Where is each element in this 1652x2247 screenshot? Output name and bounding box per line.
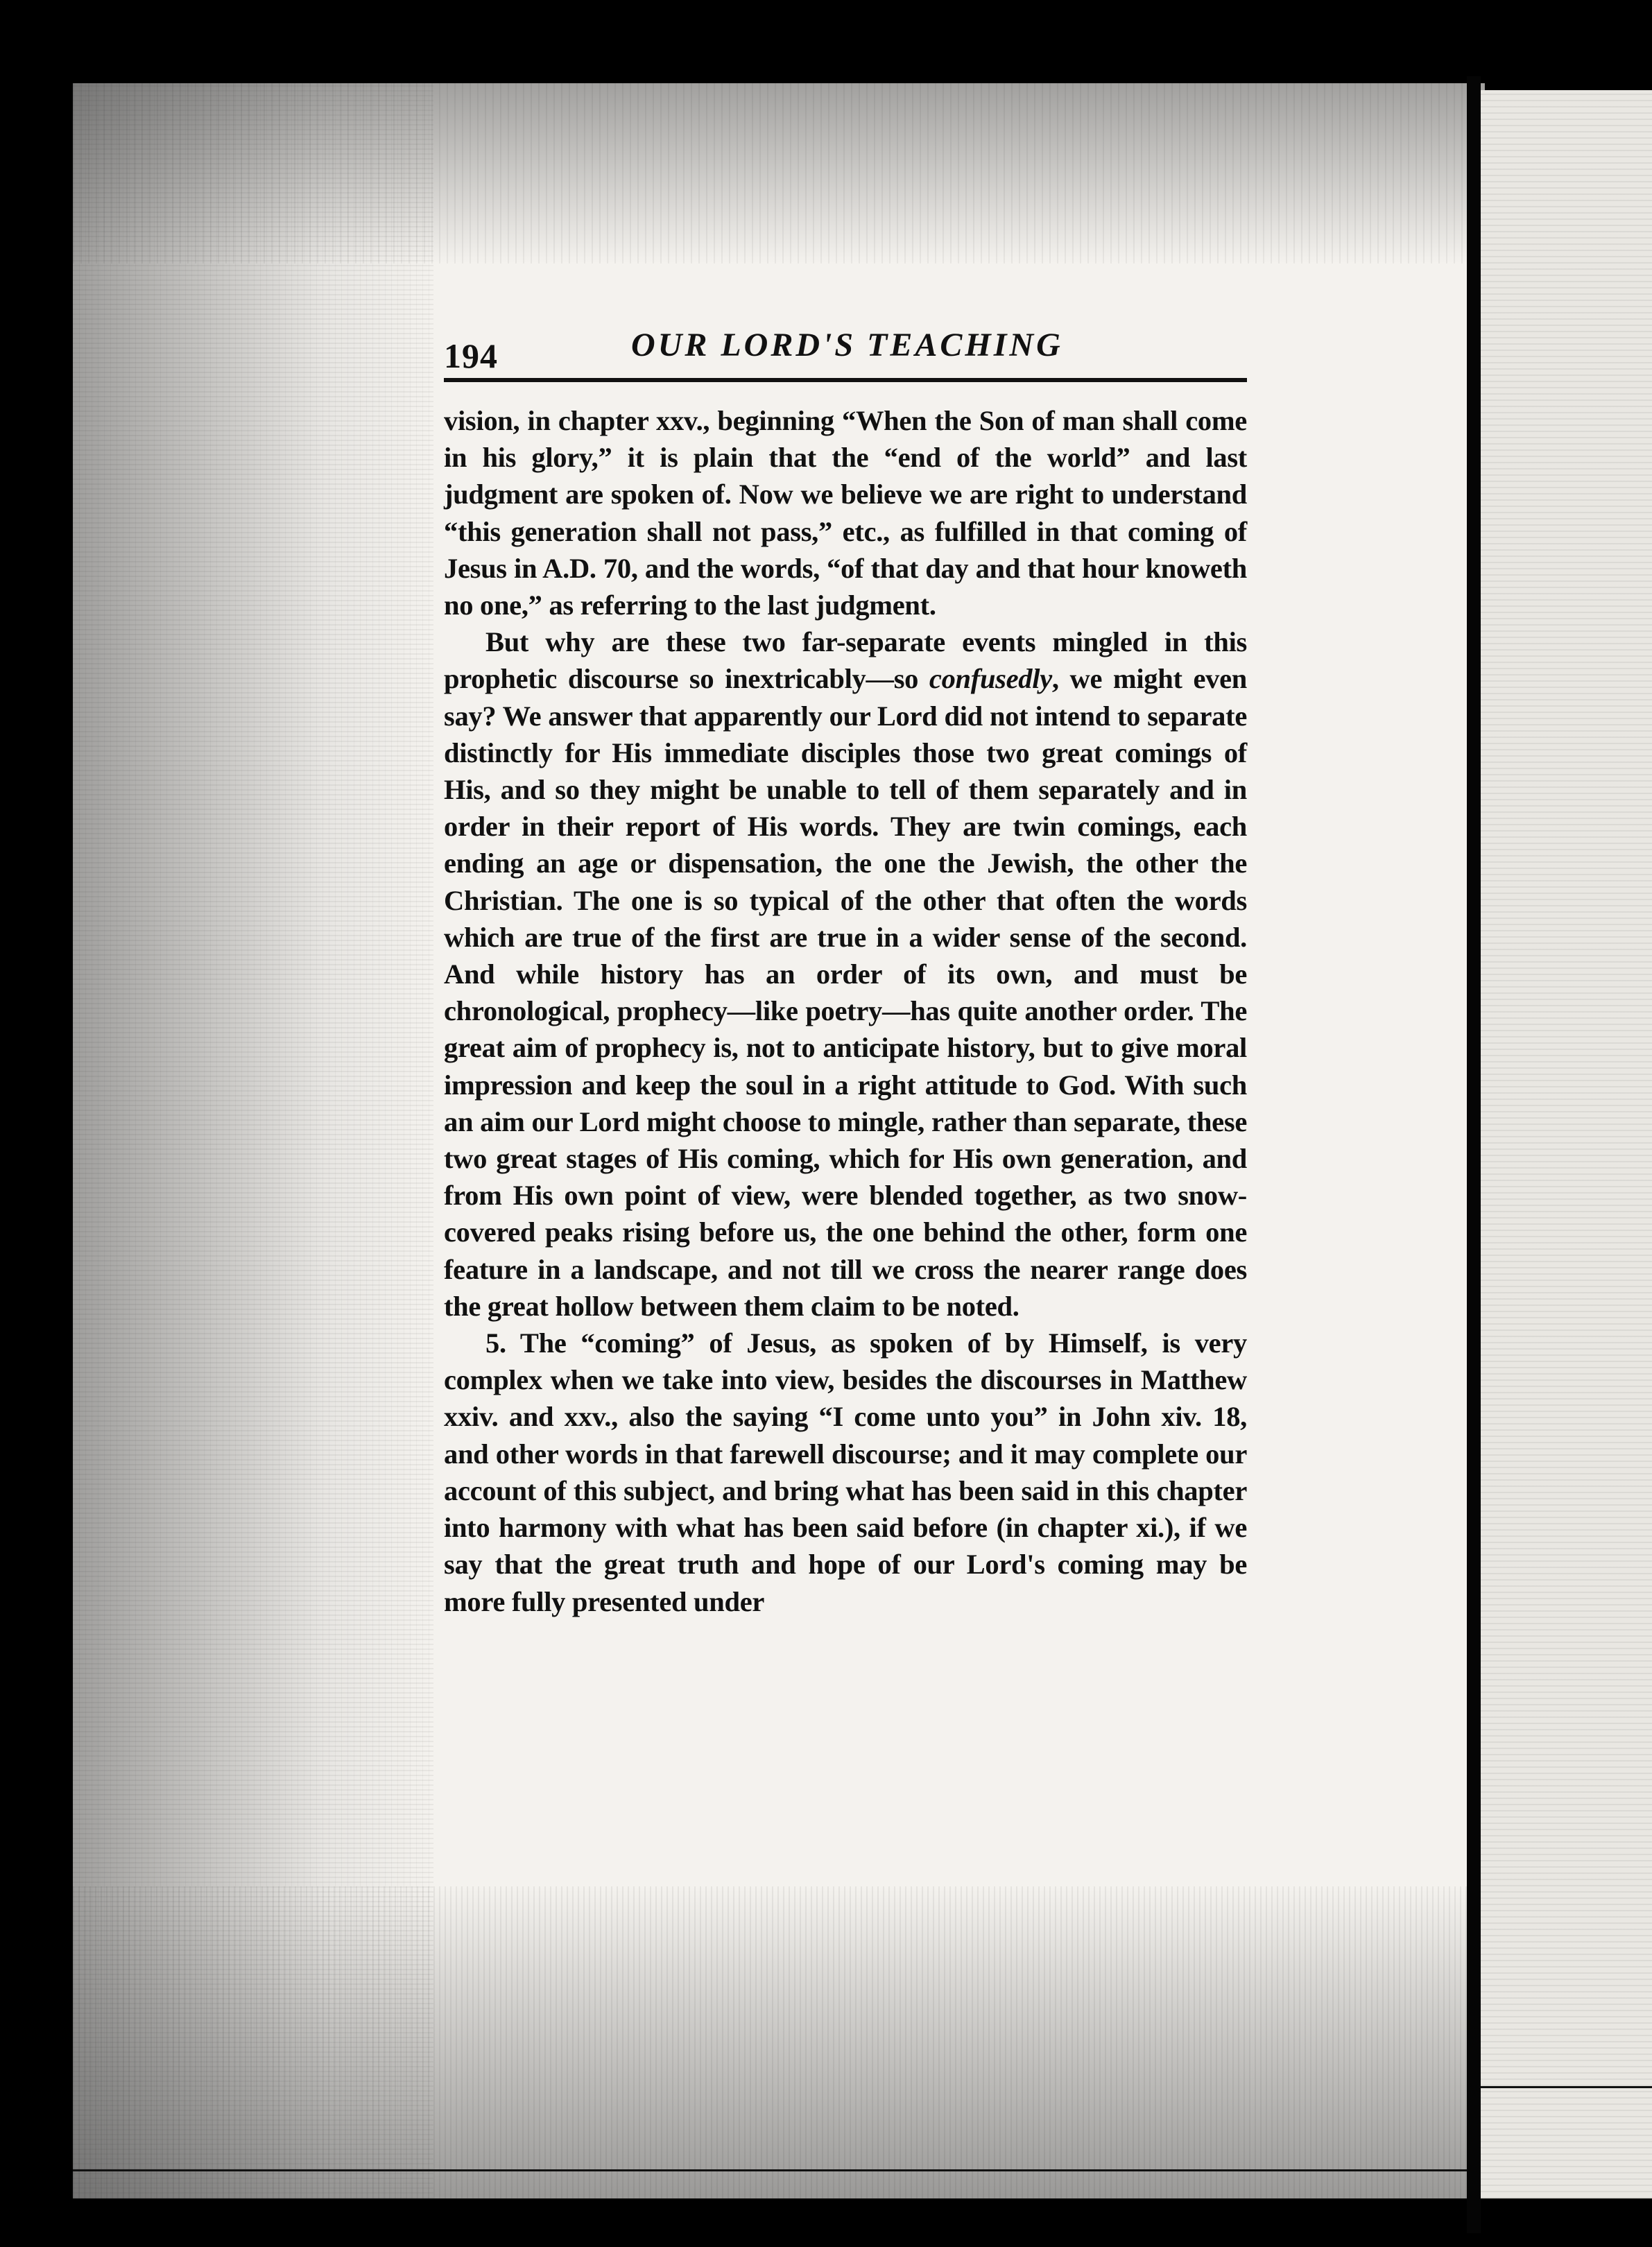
scan-grain-bottom bbox=[73, 1886, 1485, 2198]
paragraph-2-text-b: , we might even say? We answer that apparently our Lord did not intend to separate distinctly for His immediate disciples those two great comings of His, and so they might be unable to tell of them separately and in order in their report of His words. They are twin comings, each ending an age or dispensation, the one the Jewish, the other the Christian. The one is so typical of the other that often the words which are true of the first are true in a wider sense of the second. And while history has an order of its own, and must be chronological, prophecy—like poetry—has quite another order. The great aim of prophecy is, not to anticipate history, but to give moral impression and keep the soul in a right attitude to God. With such an aim our Lord might choose to mingle, rather than separate, these two great stages of His coming, which for His own generation, and from His own point of view, were blended together, as two snow-covered peaks rising before us, the one behind the other, form one feature in a landscape, and not till we cross the nearer range does the great hollow between them claim to be noted. bbox=[444, 663, 1247, 1322]
facing-page-edge bbox=[1481, 90, 1652, 2198]
scan-bottom-rule bbox=[73, 2169, 1485, 2171]
page-gutter bbox=[1467, 76, 1481, 2233]
paragraph-2 bbox=[444, 623, 1247, 1325]
paragraph-2-text-a: But why are these two far-separate events mingled in this prophetic discourse so inextricably—so bbox=[444, 626, 1247, 695]
page-header bbox=[444, 326, 1241, 381]
paragraph-1: vision, in chapter xxv., beginning “When the Son of man shall come in his glory,” it is plain that the “end of the world” and last judgment are spoken of. Now we believe we are right to understand “this generation shall not pass,” etc., as fulfilled in that coming of Jesus in A.D. 70, and the words, “of that day and that hour knoweth no one,” as referring to the last judgment. bbox=[444, 405, 1247, 621]
paragraph-3: 5. The “coming” of Jesus, as spoken of by Himself, is very complex when we take into view, besides the discourses in Matthew xxiv. and xxv., also the saying “I come unto you” in John xiv. 18, and other words in that farewell discourse; and it may complete our account of this subject, and bring what has been said in this chapter into harmony with what has been said before (in chapter xi.), if we say that the great truth and hope of our Lord's coming may be more fully presented under bbox=[444, 1327, 1247, 1617]
scan-grain-left bbox=[73, 83, 433, 2198]
scan-grain-top bbox=[73, 83, 1485, 264]
body-text bbox=[444, 402, 1247, 1620]
paragraph-2-italic: confusedly bbox=[929, 663, 1052, 695]
facing-page-rule bbox=[1481, 2086, 1652, 2088]
header-rule bbox=[444, 378, 1247, 382]
page-number: 194 bbox=[444, 336, 498, 375]
running-head: OUR LORD'S TEACHING bbox=[631, 327, 1063, 363]
